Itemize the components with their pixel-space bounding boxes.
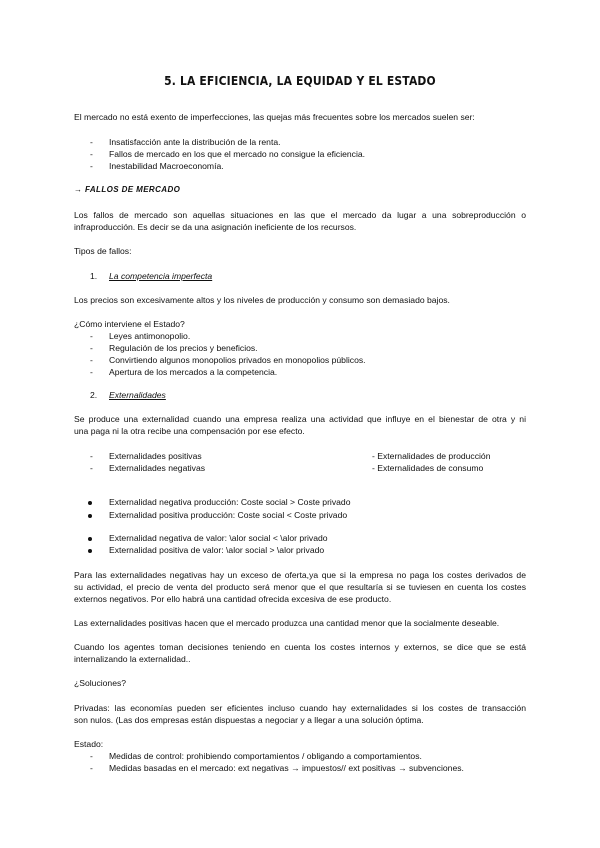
list-dash: -: [90, 367, 93, 377]
bullet-item: Externalidad negativa producción: Coste social > Coste privado: [109, 497, 351, 507]
list-item: Apertura de los mercados a la competencia.: [109, 367, 278, 377]
estado-question: ¿Cómo interviene el Estado?: [74, 319, 185, 329]
list-dash: -: [90, 355, 93, 365]
list-dash: -: [90, 161, 93, 171]
list-dash: -: [90, 463, 93, 473]
paragraph-line: Los fallos de mercado son aquellas situaciones en las que el mercado da lugar a una sobreproducción o: [74, 210, 526, 220]
list-dash: -: [90, 331, 93, 341]
section-title-competencia: La competencia imperfecta: [109, 271, 213, 281]
bullet-item: Externalidad negativa de valor: \alor social < \alor privado: [109, 533, 328, 543]
paragraph-line: su actividad, el precio de venta del producto será menor que el que resultaría si se tuviesen en cuenta los costes: [74, 582, 526, 592]
list-dash: -: [90, 343, 93, 353]
list-item: Externalidades negativas: [109, 463, 206, 473]
paragraph-line: Las externalidades positivas hacen que el mercado produzca una cantidad menor que la socialmente deseable.: [74, 618, 500, 628]
section-number: 1.: [90, 271, 98, 281]
bullet-dot: [88, 514, 92, 518]
bullet-dot: [88, 537, 92, 541]
list-item: Convirtiendo algunos monopolios privados en monopolios públicos.: [109, 355, 366, 365]
tipos-label: Tipos de fallos:: [74, 246, 132, 256]
section-title-externalidades: Externalidades: [109, 390, 166, 400]
list-dash: -: [90, 451, 93, 461]
intro-text: El mercado no está exento de imperfecciones, las quejas más frecuentes sobre los mercados suelen ser:: [74, 112, 475, 122]
paragraph-line: externos negativos. Por ello habrá una cantidad ofrecida excesiva de ese producto.: [74, 594, 392, 604]
list-item: Externalidades positivas: [109, 451, 202, 461]
paragraph-line: Se produce una externalidad cuando una empresa realiza una actividad que influye en el bienestar de otra y ni: [74, 414, 526, 424]
paragraph-line: Para las externalidades negativas hay un exceso de oferta,ya que si la empresa no paga los costes derivados de: [74, 570, 526, 580]
paragraph-line: internalizando la externalidad..: [74, 654, 191, 664]
paragraph-line: son nulos. (Las dos empresas están dispuestas a negociar y a llegar a una solución óptima.: [74, 715, 424, 725]
list-item: Fallos de mercado en los que el mercado no consigue la eficiencia.: [109, 149, 366, 159]
list-dash: -: [90, 763, 93, 773]
paragraph-line: Privadas: las economías pueden ser eficientes incluso cuando hay externalidades si los costes de transacción: [74, 703, 526, 713]
list-item: - Externalidades de consumo: [372, 463, 484, 473]
bullet-dot: [88, 549, 92, 553]
list-item: - Externalidades de producción: [372, 451, 491, 461]
bullet-item: Externalidad positiva producción: Coste social < Coste privado: [109, 510, 348, 520]
soluciones-label: ¿Soluciones?: [74, 678, 127, 688]
bullet-item: Externalidad positiva de valor: \alor social > \alor privado: [109, 545, 325, 555]
paragraph-line: Cuando los agentes toman decisiones teniendo en cuenta los costes internos y externos, se dice que se está: [74, 642, 526, 652]
list-item: Inestabilidad Macroeconomía.: [109, 161, 224, 171]
paragraph-line: infraproducción. Es decir se da una asignación ineficiente de los recursos.: [74, 222, 357, 232]
list-item: Regulación de los precios y beneficios.: [109, 343, 258, 353]
bullet-dot: [88, 501, 92, 505]
list-dash: -: [90, 751, 93, 761]
list-item: Medidas basadas en el mercado: ext negativas → impuestos// ext positivas → subvenciones.: [109, 763, 464, 773]
section-number: 2.: [90, 390, 98, 400]
list-item: Insatisfacción ante la distribución de la renta.: [109, 137, 281, 147]
list-dash: -: [90, 137, 93, 147]
section-heading-fallos: → FALLOS DE MERCADO: [74, 185, 181, 194]
list-item: Leyes antimonopolio.: [109, 331, 191, 341]
list-item: Medidas de control: prohibiendo comportamientos / obligando a comportamientos.: [109, 751, 422, 761]
estado-label: Estado:: [74, 739, 104, 749]
page-title: 5. LA EFICIENCIA, LA EQUIDAD Y EL ESTADO: [164, 73, 436, 88]
paragraph-line: una paga ni la otra recibe una compensación por ese efecto.: [74, 426, 305, 436]
paragraph-line: Los precios son excesivamente altos y los niveles de producción y consumo son demasiado bajos.: [74, 295, 450, 305]
list-dash: -: [90, 149, 93, 159]
